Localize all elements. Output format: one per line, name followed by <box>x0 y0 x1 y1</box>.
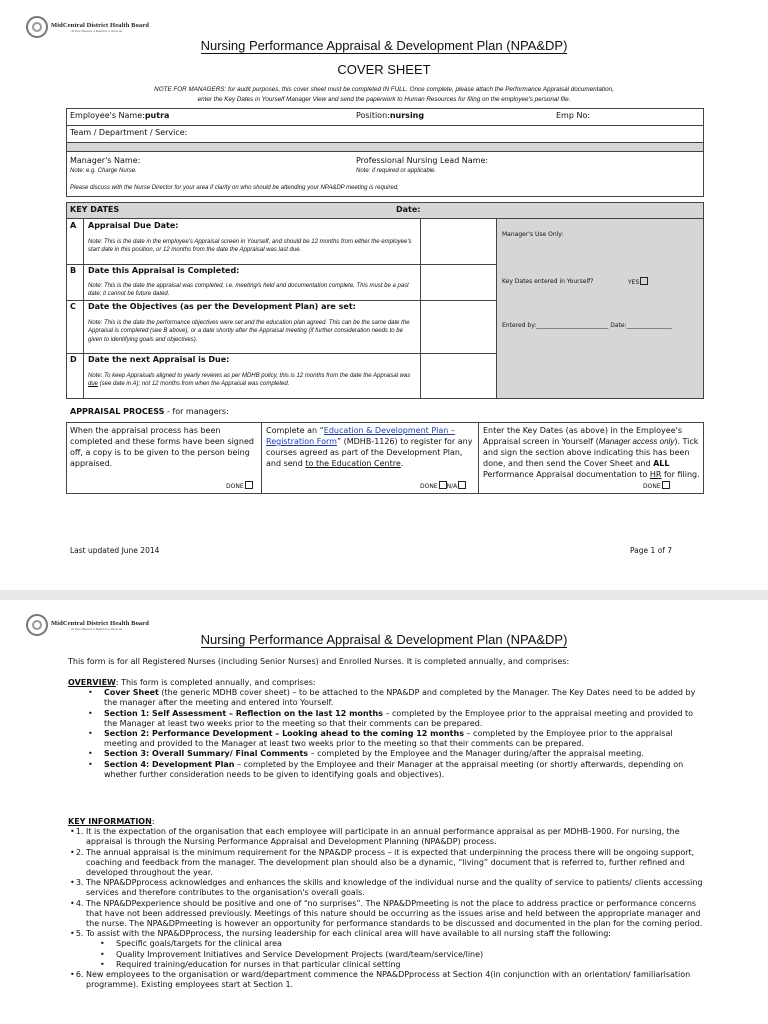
nursing-lead-field[interactable]: Professional Nursing Lead Name: <box>356 156 489 165</box>
row-a-heading: Appraisal Due Date: <box>88 221 179 230</box>
process-step-1: When the appraisal process has been completed and these forms have been signed off, a copy is to be given to the person being appraised. <box>70 426 254 468</box>
row-b-note: Note: This is the date the appraisal was completed, i.e. meeting/s held and documentation complete. This must be a past date; it cannot be future dated. <box>88 283 409 298</box>
page-title: Nursing Performance Appraisal & Development Plan (NPA&DP) <box>200 38 568 53</box>
overview-bullet: • Cover Sheet (the generic MDHB cover sheet) – to be attached to the NPA&DP and completed by the Manager. The Key Dates need to be added by the manager after the meeting and entered into Yourself. <box>104 688 708 708</box>
date-cell-b[interactable] <box>421 265 496 300</box>
date-cell-d[interactable] <box>421 354 496 398</box>
row-a-note: Note: This is the date in the employee's Appraisal screen in Yourself, and should be 12 months from either the employee's start date in this position, or 12 months from the date the Appraisal was last due. <box>88 239 412 254</box>
date-cell-c[interactable] <box>421 301 496 353</box>
last-updated: Last updated June 2014 <box>70 546 160 555</box>
overview-bullet: • Section 3: Overall Summary/ Final Comments – completed by the Employee and the Manager during/after the appraisal meeting. <box>104 749 708 759</box>
dhb-seal-icon <box>26 16 48 38</box>
row-d-letter: D <box>70 355 77 364</box>
employee-name-label: Employee's Name: <box>70 111 145 120</box>
discuss-note: Please discuss with the Nurse Director for your area if clarity on who should be attending your NPA&DP meeting is required. <box>70 185 399 191</box>
page-number: Page 1 of 7 <box>630 546 673 555</box>
employee-name-value[interactable]: putra <box>144 111 170 120</box>
step-3-checkbox-icon[interactable] <box>662 481 670 489</box>
position-value[interactable]: nursing <box>389 111 425 120</box>
key-info-item: • 1. It is the expectation of the organisation that each employee will participate in an annual performance appraisal as per MDHB-1900. For nursing, the appraisal is through the Nursing Performance Appraisal and Development Planning (NPA&DP) process. <box>86 827 708 847</box>
row-d-heading: Date the next Appraisal is Due: <box>88 355 230 364</box>
yes-checkbox-icon[interactable] <box>640 277 648 285</box>
date-heading: Date: <box>396 205 421 214</box>
org-name: MidCentral District Health Board <box>51 21 149 29</box>
nursing-lead-note: Note: if required or applicable. <box>356 168 437 174</box>
position-label: Position: <box>356 111 390 120</box>
process-step-2: Complete an “Education & Development Plan – Registration Form” (MDHB-1126) to register for any courses agreed as part of the Development Plan, and send to the Education Centre. <box>266 426 473 468</box>
org-tagline-2: Te Pae Hauora o Ruahine o Tararua <box>71 626 123 631</box>
page-title-2: Nursing Performance Appraisal & Development Plan (NPA&DP) <box>200 632 568 647</box>
step-3-done[interactable]: DONE <box>643 481 670 490</box>
key-information-section: KEY INFORMATION: • 1. It is the expectation of the organisation that each employee will participate in an annual performance appraisal as per MDHB-1900. For nursing, the appraisal is through the Nursing Performance Appraisal and Development Planning (NPA&DP) process. • 2. The annual appraisal is the minimum requirement for the NPA&DP process – it is expected that underpinning the process there will be ongoing support, coaching and feedback from the manager. The development plan should also be a dynamic, “living” document that is referred to, further refined and developed throughout the year. • 3. The NPA&DPprocess acknowledges and enhances the skills and knowledge of the individual nurse and the quality of service to patients/ clients accessing services and therefore contributes to the organisation's overall goals. • 4. The NPA&DPexperience should be positive and one of “no surprises”. The NPA&DPmeeting is not the place to address practice or performance concerns that have not been addressed previously. Meetings of this nature should be occurring as the issues arise and held between the appropriate manager and the nurse. The NPA&DPmeeting is however an opportunity for performance standards to be discussed and documented in the plan for the coming period. • 5. To assist with the NPA&DPprocess, the nursing leadership for each clinical area will have available to all nursing staff the following: • Specific goals/targets for the clinical area • Quality Improvement Initiatives and Service Development Projects (ward/team/service/line) • Required training/education for nurses in that particular clinical setting • 6. New employees to the organisation or ward/department commence the NPA&DPprocess at Section 4(in conjunction with an orientation/ familiarisation programme). Existing employees start at Section 1. <box>68 817 708 990</box>
step-1-done[interactable]: DONE <box>226 481 253 490</box>
step-2-done[interactable]: DONE N/A <box>420 481 466 490</box>
process-step-3: Enter the Key Dates (as above) in the Employee's Appraisal screen in Yourself (Manager access only). Tick and sign the section above indicating this has been done, and then send the Cover Sheet and ALL Performance Appraisal documentation to HR for filing. <box>483 426 700 479</box>
row-c-heading: Date the Objectives (as per the Development Plan) are set: <box>88 302 356 311</box>
row-a-letter: A <box>70 221 77 230</box>
step-2-na-checkbox-icon[interactable] <box>458 481 466 489</box>
org-tagline: Te Pae Hauora o Ruahine o Tararua <box>71 28 123 33</box>
sub-bullet: • Quality Improvement Initiatives and Service Development Projects (ward/team/service/line) <box>116 950 708 960</box>
row-b-heading: Date this Appraisal is Completed: <box>88 266 240 275</box>
row-c-letter: C <box>70 302 76 311</box>
key-info-item: • 6. New employees to the organisation or ward/department commence the NPA&DPprocess at Section 4(in conjunction with an orientation/ familiarisation programme). Existing employees start at Section 1. <box>86 970 708 990</box>
row-b-letter: B <box>70 266 77 275</box>
sub-bullet: • Required training/education for nurses in that particular clinical setting <box>116 960 708 970</box>
row-c-note: Note: This is the date the performance objectives were set and the education plan agreed. This can be the same date the Appraisal is completed (see B above), or a date shortly after the Appraisal meeting (if further consideration needs to be given to identifying goals and objectives). <box>88 320 410 343</box>
manager-name-field[interactable]: Manager's Name: <box>70 156 141 165</box>
key-dates-heading: KEY DATES <box>70 205 120 214</box>
cover-sheet-heading: COVER SHEET <box>337 62 431 77</box>
team-field[interactable]: Team / Department / Service: <box>70 128 188 137</box>
yes-option[interactable]: YES <box>628 277 648 286</box>
overview-section: OVERVIEW: This form is completed annually, and comprises: • Cover Sheet (the generic MDHB cover sheet) – to be attached to the NPA&DP and completed by the Manager. The Key Dates need to be added by the manager after the meeting and entered into Yourself. • Section 1: Self Assessment – Reflection on the last 12 months – completed by the Employee prior to the appraisal meeting and provided to the Manager at least two weeks prior to the meeting so that their comments can be prepared. • Section 2: Performance Development – Looking ahead to the coming 12 months – completed by the Employee prior to the appraisal meeting and provided to the Manager at least two weeks prior to the meeting so that their comments can be prepared. • Section 3: Overall Summary/ Final Comments – completed by the Employee and the Manager during/after the appraisal meeting. • Section 4: Development Plan – completed by the Employee and their Manager at the appraisal meeting (or shortly afterwards, depending on whether further consideration needs to be given to identifying goals and objectives). <box>68 678 708 780</box>
overview-bullet: • Section 2: Performance Development – Looking ahead to the coming 12 months – completed by the Employee prior to the appraisal meeting and provided to the Manager at least two weeks prior to the meeting so that their comments can be prepared. <box>104 729 708 749</box>
manager-name-note: Note: e.g. Charge Nurse. <box>70 168 137 174</box>
step-1-checkbox-icon[interactable] <box>245 481 253 489</box>
overview-bullet: • Section 1: Self Assessment – Reflection on the last 12 months – completed by the Employee prior to the appraisal meeting and provided to the Manager at least two weeks prior to the meeting so that their comments can be prepared. <box>104 709 708 729</box>
overview-page <box>0 600 768 1024</box>
key-info-item: • 2. The annual appraisal is the minimum requirement for the NPA&DP process – it is expected that underpinning the process there will be ongoing support, coaching and feedback from the manager. The development plan should also be a dynamic, “living” document that is referred to, further refined and developed throughout the year. <box>86 848 708 879</box>
manager-note: NOTE FOR MANAGERS: for audit purposes, this cover sheet must be completed IN FULL. Once complete, please attach the Performance Appraisal documentation, enter the Key Dates in Yourself Manager View and send the paperwork to Human Resources for filing on the employee's personal file. <box>154 86 614 103</box>
appraisal-process-heading: APPRAISAL PROCESS - for managers: <box>70 407 229 416</box>
entered-by-line[interactable]: Entered by:________________________ Date:_______________ <box>502 322 672 329</box>
registration-form-link[interactable]: Education & Development Plan – Registration Form <box>266 426 455 446</box>
key-info-item: • 4. The NPA&DPexperience should be positive and one of “no surprises”. The NPA&DPmeeting is not the place to address practice or performance concerns that have not been addressed previously. Meetings of this nature should be occurring as the issues arise and held between the appropriate manager and the nurse. The NPA&DPmeeting is however an opportunity for performance standards to be discussed and documented in the plan for the coming period. <box>86 899 708 930</box>
dhb-logo <box>26 16 149 38</box>
sub-bullet: • Specific goals/targets for the clinical area <box>116 939 708 949</box>
managers-use-label: Manager's Use Only: <box>502 231 564 238</box>
key-info-item: • 3. The NPA&DPprocess acknowledges and enhances the skills and knowledge of the individual nurse and the quality of service to patients/ clients accessing services and therefore contributes to the organisation's overall goals. <box>86 878 708 898</box>
employee-details-box <box>66 108 704 197</box>
step-2-done-checkbox-icon[interactable] <box>439 481 447 489</box>
row-d-note: Note: To keep Appraisals aligned to yearly reviews as per MDHB policy, this is 12 months from the date the Appraisal was due (see date in A); not 12 months from when the Appraisal was completed. <box>88 373 411 388</box>
overview-bullet: • Section 4: Development Plan – completed by the Employee and their Manager at the appraisal meeting (or shortly afterwards, depending on whether further consideration needs to be given to identifying goals and objectives). <box>104 760 708 780</box>
intro-text: This form is for all Registered Nurses (including Senior Nurses) and Enrolled Nurses. It is completed annually, and comprises: <box>68 657 570 666</box>
emp-no-field[interactable]: Emp No: <box>556 111 591 120</box>
date-cell-a[interactable] <box>421 219 496 264</box>
key-info-item: • 5. To assist with the NPA&DPprocess, the nursing leadership for each clinical area will have available to all nursing staff the following: • Specific goals/targets for the clinical area • Quality Improvement Initiatives and Service Development Projects (ward/team/service/line) • Required training/education for nurses in that particular clinical setting <box>86 929 708 970</box>
key-dates-entered-label: Key Dates entered in Yourself? <box>502 278 594 285</box>
org-name-2: MidCentral District Health Board <box>51 619 149 627</box>
